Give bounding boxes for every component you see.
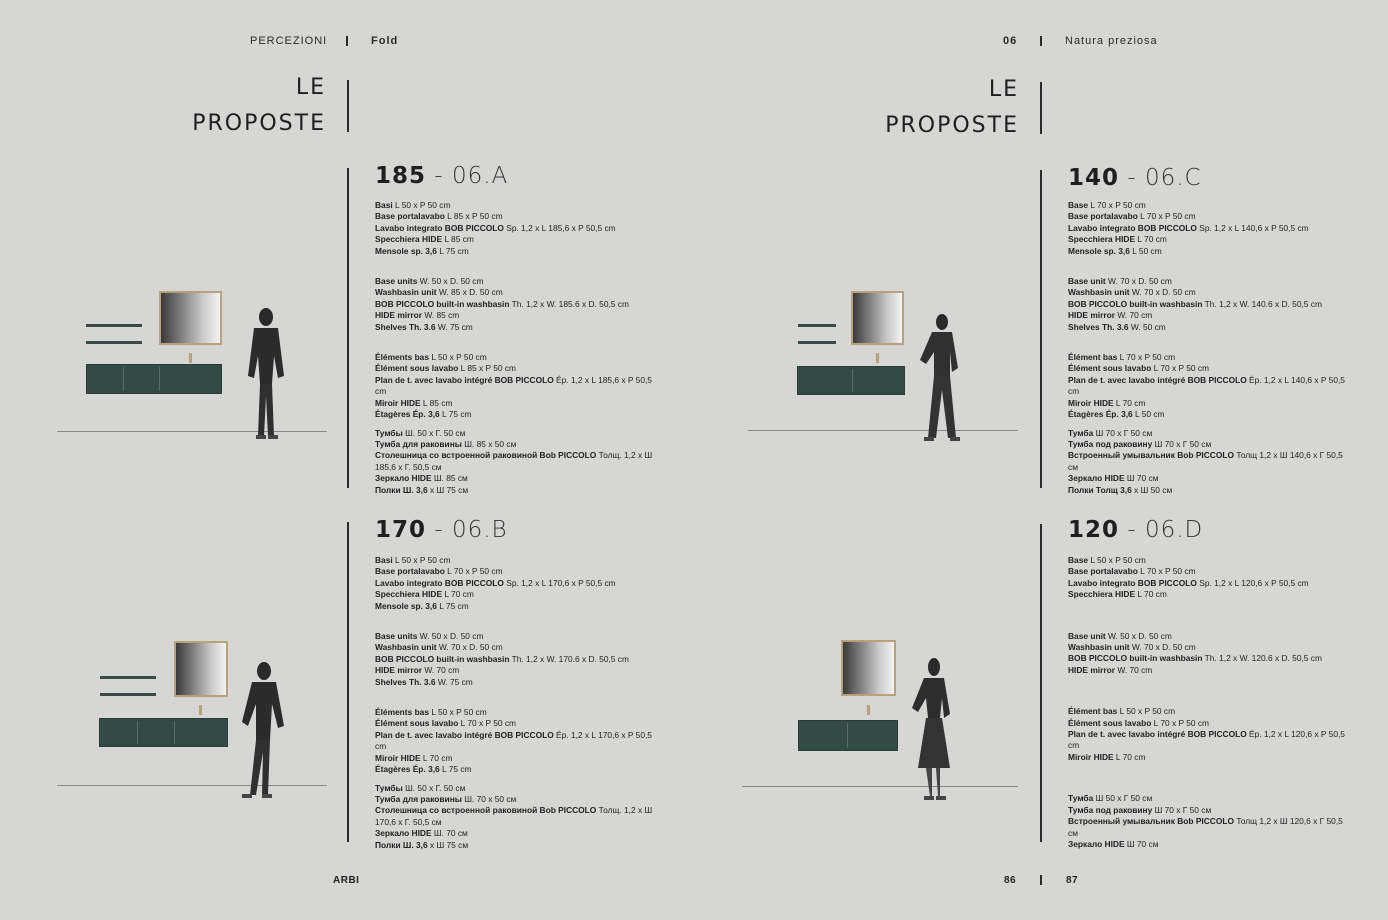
spec-line — [1068, 642, 1353, 653]
spec-value: Ш. 85 см — [431, 473, 468, 484]
spec-group — [375, 783, 660, 851]
cabinet-icon — [86, 364, 222, 394]
cabinet-icon — [798, 720, 898, 751]
spec-label: Washbasin unit — [1068, 642, 1130, 653]
spec-label: Élément sous lavabo — [375, 363, 459, 374]
spec-line — [1068, 223, 1353, 234]
spec-label: Полки Ш. 3,6 — [375, 484, 428, 495]
floor-line — [748, 430, 1018, 431]
mirror-icon — [174, 641, 228, 697]
spec-line — [375, 246, 660, 257]
spec-value: Ш. 70 см — [431, 828, 468, 839]
proposal-c-spec — [1068, 200, 1353, 496]
spec-label: BOB PICCOLO built-in washbasin — [1068, 653, 1203, 664]
spec-value: L 50 cm — [1132, 409, 1165, 420]
spec-group — [1068, 631, 1353, 677]
mirror-icon — [841, 640, 896, 696]
spec-label: Зеркало HIDE — [1068, 473, 1125, 484]
spec-value: L 70 x P 50 cm — [1137, 211, 1196, 222]
spec-label: Столешница со встроенной раковиной Bob PICCOLO — [375, 805, 597, 816]
spec-label: Mensole sp. 3,6 — [375, 600, 437, 611]
spec-value: L 70 cm — [442, 589, 474, 600]
mirror-icon — [851, 291, 904, 345]
spec-value: L 70 x P 50 cm — [1151, 363, 1210, 374]
page-title-right — [853, 72, 1019, 144]
spec-label: Étagères Ép. 3,6 — [375, 764, 440, 775]
spec-label: BOB PICCOLO built-in washbasin — [1068, 298, 1203, 309]
proposal-c-divider — [1040, 170, 1042, 488]
spec-label: Washbasin unit — [375, 287, 437, 298]
header-right-number: 06 — [1003, 35, 1018, 47]
spec-line — [1068, 246, 1353, 257]
page-title-line2: PROPOSTE — [192, 111, 326, 136]
spec-label: Miroir HIDE — [375, 752, 421, 763]
spec-line — [1068, 352, 1353, 363]
spec-label: Base portalavabo — [1068, 211, 1138, 222]
spec-value: L 70 x P 50 cm — [1088, 200, 1146, 210]
spec-line — [1068, 409, 1353, 420]
spec-line — [375, 200, 660, 211]
cabinet-icon — [797, 366, 905, 395]
spec-value: L 50 x P 50 cm — [429, 352, 487, 363]
spec-label: Base portalavabo — [1068, 566, 1138, 577]
spec-line — [1068, 310, 1353, 321]
spec-line — [375, 642, 660, 653]
spec-label: Washbasin unit — [1068, 287, 1130, 298]
spec-label: Élément sous lavabo — [1068, 717, 1152, 728]
spec-line — [375, 322, 660, 333]
spec-value: Th. 1,2 x W. 140.6 x D. 50,5 cm — [1202, 298, 1322, 309]
spec-line — [1068, 276, 1353, 287]
spec-label: Plan de t. avec lavabo intégré BOB PICCOLO — [1068, 729, 1247, 740]
spec-value: L 75 cm — [436, 245, 469, 256]
spec-label: Plan de t. avec lavabo intégré BOB PICCOLO — [1068, 374, 1247, 385]
spec-label: Lavabo integrato BOB PICCOLO — [1068, 222, 1197, 233]
spec-line — [1068, 555, 1353, 566]
spec-label: Base units — [375, 631, 418, 642]
spec-label: Specchiera HIDE — [375, 589, 443, 600]
spec-value: Ш 50 х Г 50 см — [1093, 793, 1153, 804]
page-title-line1: LE — [988, 77, 1019, 102]
spec-value: W. 70 x D. 50 cm — [1129, 642, 1196, 653]
spec-value: х Ш 75 см — [427, 839, 469, 850]
spec-line — [1068, 578, 1353, 589]
spec-label: BOB PICCOLO built-in washbasin — [375, 653, 510, 664]
spec-line — [375, 555, 660, 566]
spec-value: Ш. 50 х Г. 50 см — [402, 427, 466, 438]
spec-label: Base unit — [1068, 630, 1106, 641]
spec-value: L 50 x P 50 cm — [1117, 706, 1176, 717]
person-figure-icon — [240, 306, 292, 446]
spec-group — [1068, 428, 1353, 496]
spec-label: Specchiera HIDE — [1068, 234, 1136, 245]
spec-line — [1068, 363, 1353, 374]
spec-value: Ép. 1,2 x L 185,6 x P 50,5 cm — [375, 374, 652, 397]
spec-label: BOB PICCOLO built-in washbasin — [375, 298, 510, 309]
spec-label: Lavabo integrato BOB PICCOLO — [1068, 577, 1197, 588]
header-left-section: PERCEZIONI — [250, 35, 328, 47]
spec-value: W. 75 cm — [435, 321, 473, 332]
spec-label: Тумбы — [375, 427, 403, 438]
spec-line — [1068, 665, 1353, 676]
proposal-b-code: 170 - 06.B — [375, 517, 508, 543]
spec-line — [375, 828, 660, 839]
spec-value: W. 50 x D. 50 cm — [417, 631, 484, 642]
spec-group — [375, 276, 660, 333]
spec-line — [1068, 805, 1353, 816]
page-title-line1: LE — [295, 75, 326, 100]
spec-line — [1068, 322, 1353, 333]
header-left-collection: Fold — [371, 35, 399, 47]
spec-value: W. 70 x D. 50 cm — [1129, 287, 1196, 298]
spec-value: L 70 cm — [1113, 751, 1146, 762]
spec-line — [375, 707, 660, 718]
spec-label: Shelves Th. 3.6 — [375, 321, 436, 332]
spec-label: Lavabo integrato BOB PICCOLO — [375, 577, 504, 588]
spec-label: Зеркало HIDE — [375, 473, 432, 484]
spec-label: Élément sous lavabo — [1068, 363, 1152, 374]
spec-value: Th. 1,2 x W. 185.6 x D. 50,5 cm — [509, 298, 629, 309]
spec-value: Толщ. 1,2 х Ш 170,6 х Г. 50,5 см — [375, 805, 653, 827]
spec-line — [1068, 287, 1353, 298]
footer-brand: ARBI — [333, 875, 360, 886]
spec-group — [1068, 793, 1353, 850]
spec-label: Столешница со встроенной раковиной Bob PICCOLO — [375, 450, 597, 461]
spec-line — [375, 450, 660, 473]
spec-label: Base — [1068, 555, 1089, 565]
spec-value: L 50 x P 50 cm — [1088, 555, 1146, 565]
spec-value: L 70 x P 50 cm — [444, 566, 503, 577]
title-right-divider — [1040, 82, 1042, 134]
spec-group — [1068, 706, 1353, 763]
spec-label: Miroir HIDE — [1068, 751, 1114, 762]
spec-line — [1068, 589, 1353, 600]
spec-line — [1068, 729, 1353, 752]
spec-value: Sp. 1,2 x L 120,6 x P 50,5 cm — [1196, 577, 1309, 588]
spec-value: Ш 70 см — [1124, 838, 1159, 849]
spec-line — [1068, 653, 1353, 664]
mirror-icon — [159, 291, 222, 345]
spec-label: Mensole sp. 3,6 — [375, 245, 437, 256]
spec-line — [375, 439, 660, 450]
spec-line — [375, 276, 660, 287]
spec-line — [375, 299, 660, 310]
spec-label: Base portalavabo — [375, 566, 445, 577]
spec-line — [1068, 816, 1353, 839]
person-figure-icon — [230, 660, 290, 800]
spec-label: Shelves Th. 3.6 — [375, 676, 436, 687]
spec-line — [375, 730, 660, 753]
proposal-b-spec — [375, 555, 660, 851]
tap-icon — [876, 353, 879, 363]
spec-label: HIDE mirror — [375, 310, 423, 321]
page-title-line2: PROPOSTE — [885, 113, 1019, 138]
tap-icon — [199, 705, 202, 715]
spec-label: Mensole sp. 3,6 — [1068, 245, 1130, 256]
spec-line — [1068, 428, 1353, 439]
shelf-icon — [100, 676, 156, 679]
tap-icon — [867, 705, 870, 715]
spec-line — [375, 718, 660, 729]
spec-value: Ш 70 х Г 50 см — [1093, 427, 1153, 438]
spec-line — [1068, 211, 1353, 222]
spec-value: W. 70 x D. 50 cm — [1105, 276, 1172, 287]
spec-value: L 70 x P 50 cm — [1151, 717, 1210, 728]
spec-label: Plan de t. avec lavabo intégré BOB PICCOLO — [375, 729, 554, 740]
spec-value: Sp. 1,2 x L 185,6 x P 50,5 cm — [503, 222, 616, 233]
spec-label: Lavabo integrato BOB PICCOLO — [375, 222, 504, 233]
spec-label: Base portalavabo — [375, 211, 445, 222]
spec-value: х Ш 50 см — [1131, 484, 1173, 495]
spec-line — [375, 764, 660, 775]
spec-label: HIDE mirror — [1068, 664, 1116, 675]
footer-divider — [1040, 875, 1042, 885]
spec-value: Sp. 1,2 x L 170,6 x P 50,5 cm — [503, 577, 616, 588]
spec-label: Basi — [375, 200, 393, 210]
spec-line — [375, 794, 660, 805]
spec-label: Встроенный умывальник Bob PICCOLO — [1068, 450, 1234, 461]
spec-value: Ш 70 х Г 50 см — [1152, 438, 1212, 449]
spec-label: Élément bas — [1068, 706, 1118, 717]
spec-value: L 70 cm — [1135, 589, 1167, 600]
header-right-divider — [1040, 36, 1042, 46]
proposal-a-divider — [347, 168, 349, 488]
spec-line — [375, 589, 660, 600]
proposal-d-code: 120 - 06.D — [1068, 517, 1204, 543]
person-figure-icon — [904, 656, 958, 806]
spec-line — [375, 485, 660, 496]
spec-label: Basi — [375, 555, 393, 565]
page-title-left — [160, 70, 326, 142]
spec-value: Ш. 50 х Г. 50 см — [402, 782, 466, 793]
spec-label: Plan de t. avec lavabo intégré BOB PICCOLO — [375, 374, 554, 385]
spec-value: Ép. 1,2 x L 170,6 x P 50,5 cm — [375, 729, 652, 752]
spec-value: L 75 cm — [439, 764, 472, 775]
spec-value: Толщ 1,2 х Ш 120,6 х Г 50,5 см — [1068, 816, 1343, 838]
spec-line — [1068, 718, 1353, 729]
spec-line — [1068, 375, 1353, 398]
proposal-a-spec — [375, 200, 660, 496]
spec-value: Толщ 1,2 х Ш 140,6 х Г 50,5 см — [1068, 450, 1343, 472]
spec-line — [375, 566, 660, 577]
spec-line — [1068, 752, 1353, 763]
footer-page-left: 86 — [1004, 875, 1017, 886]
spec-line — [375, 409, 660, 420]
spec-value: L 85 x P 50 cm — [444, 211, 503, 222]
spec-label: Тумба — [1068, 793, 1094, 804]
proposal-d-divider — [1040, 524, 1042, 842]
spec-group — [375, 631, 660, 688]
spec-value: W. 70 cm — [1115, 664, 1153, 675]
spec-label: Base units — [375, 276, 418, 287]
spec-label: Тумба — [1068, 427, 1094, 438]
spec-line — [1068, 439, 1353, 450]
shelf-icon — [86, 324, 142, 327]
spec-line — [1068, 706, 1353, 717]
spec-value: L 85 cm — [442, 234, 474, 245]
spec-value: Ép. 1,2 x L 140,6 x P 50,5 cm — [1068, 374, 1345, 397]
spec-group — [1068, 200, 1353, 257]
shelf-icon — [100, 693, 156, 696]
spec-group — [1068, 352, 1353, 420]
spec-value: Толщ. 1,2 х Ш 185,6 х Г. 50,5 см — [375, 450, 653, 472]
spec-value: L 85 cm — [420, 397, 453, 408]
spec-label: Éléments bas — [375, 352, 429, 363]
spec-line — [375, 578, 660, 589]
spec-value: Ш 70 х Г 50 см — [1152, 804, 1212, 815]
spec-value: L 70 cm — [420, 752, 453, 763]
spec-line — [375, 677, 660, 688]
proposal-a-code: 185 - 06.A — [375, 163, 509, 189]
spec-label: Зеркало HIDE — [1068, 838, 1125, 849]
spec-value: W. 75 cm — [435, 676, 473, 687]
spec-label: Тумба под раковину — [1068, 438, 1153, 449]
spec-label: Élément bas — [1068, 352, 1118, 363]
shelf-icon — [798, 341, 836, 344]
spec-label: Base — [1068, 200, 1089, 210]
spec-value: L 50 x P 50 cm — [429, 707, 487, 718]
spec-group — [1068, 276, 1353, 333]
spec-value: х Ш 75 см — [427, 484, 469, 495]
spec-label: Полки Толщ 3,6 — [1068, 484, 1132, 495]
spec-label: Base unit — [1068, 276, 1106, 287]
spec-line — [375, 654, 660, 665]
spec-line — [375, 840, 660, 851]
spec-value: Ш 70 см — [1124, 473, 1159, 484]
spec-label: Étagères Ép. 3,6 — [1068, 409, 1133, 420]
spec-line — [375, 352, 660, 363]
spec-value: W. 50 cm — [1128, 321, 1166, 332]
spec-label: HIDE mirror — [1068, 310, 1116, 321]
spec-line — [1068, 631, 1353, 642]
spec-label: Shelves Th. 3.6 — [1068, 321, 1129, 332]
footer-page-right: 87 — [1066, 875, 1079, 886]
spec-value: L 75 cm — [436, 600, 469, 611]
spec-line — [1068, 793, 1353, 804]
proposal-b-divider — [347, 522, 349, 842]
spec-value: W. 70 x D. 50 cm — [436, 642, 503, 653]
spec-line — [375, 211, 660, 222]
header-left-divider — [346, 36, 348, 46]
spec-value: W. 85 cm — [422, 310, 460, 321]
spec-label: Полки Ш. 3,6 — [375, 839, 428, 850]
spec-label: Тумба для раковины — [375, 438, 462, 449]
spec-line — [1068, 234, 1353, 245]
spec-line — [375, 375, 660, 398]
spec-value: Sp. 1,2 x L 140,6 x P 50,5 cm — [1196, 222, 1309, 233]
spec-line — [1068, 299, 1353, 310]
spec-value: Ш. 70 х 50 см — [461, 793, 517, 804]
spec-value: W. 85 x D. 50 cm — [436, 287, 503, 298]
spec-value: L 70 cm — [1113, 397, 1146, 408]
spec-label: Éléments bas — [375, 707, 429, 718]
spec-group — [375, 200, 660, 257]
spec-line — [375, 363, 660, 374]
spec-group — [375, 707, 660, 775]
spec-line — [375, 805, 660, 828]
spec-value: L 50 x P 50 cm — [392, 200, 451, 210]
spec-value: L 70 x P 50 cm — [458, 718, 517, 729]
header-right-section: Natura preziosa — [1065, 35, 1158, 47]
tap-icon — [189, 353, 192, 363]
title-left-divider — [347, 80, 349, 132]
spec-line — [375, 398, 660, 409]
spec-label: Встроенный умывальник Bob PICCOLO — [1068, 816, 1234, 827]
spec-line — [1068, 398, 1353, 409]
spec-line — [1068, 839, 1353, 850]
spec-line — [375, 310, 660, 321]
spec-value: L 70 x P 50 cm — [1137, 566, 1196, 577]
spec-line — [375, 601, 660, 612]
spec-value: L 50 cm — [1129, 245, 1162, 256]
spec-label: Étagères Ép. 3,6 — [375, 409, 440, 420]
spec-group — [1068, 555, 1353, 601]
spec-line — [375, 753, 660, 764]
proposal-c-code: 140 - 06.C — [1068, 165, 1202, 191]
spec-label: Washbasin unit — [375, 642, 437, 653]
spec-label: Зеркало HIDE — [375, 828, 432, 839]
spec-line — [1068, 450, 1353, 473]
spec-value: L 70 x P 50 cm — [1117, 352, 1176, 363]
spec-line — [375, 428, 660, 439]
cabinet-icon — [99, 718, 228, 747]
shelf-icon — [86, 341, 142, 344]
shelf-icon — [798, 324, 836, 327]
spec-value: Th. 1,2 x W. 170.6 x D. 50,5 cm — [509, 653, 629, 664]
spec-value: Ш. 85 х 50 см — [461, 438, 517, 449]
spec-value: L 70 cm — [1135, 234, 1167, 245]
spec-line — [1068, 485, 1353, 496]
spec-value: L 75 cm — [439, 409, 472, 420]
spec-line — [1068, 566, 1353, 577]
spec-label: Specchiera HIDE — [375, 234, 443, 245]
spec-value: W. 70 cm — [422, 665, 460, 676]
spec-value: Th. 1,2 x W. 120.6 x D. 50,5 cm — [1202, 653, 1322, 664]
spec-label: Specchiera HIDE — [1068, 589, 1136, 600]
spec-line — [375, 631, 660, 642]
spec-value: W. 50 x D. 50 cm — [1105, 630, 1172, 641]
spec-line — [1068, 473, 1353, 484]
spec-line — [375, 234, 660, 245]
spec-value: W. 50 x D. 50 cm — [417, 276, 484, 287]
spec-group — [375, 352, 660, 420]
spec-value: L 85 x P 50 cm — [458, 363, 517, 374]
floor-line — [742, 786, 1018, 787]
spec-line — [1068, 200, 1353, 211]
proposal-d-spec — [1068, 555, 1353, 850]
spec-value: W. 70 cm — [1115, 310, 1153, 321]
spec-label: Élément sous lavabo — [375, 718, 459, 729]
person-figure-icon — [912, 312, 970, 446]
spec-line — [375, 665, 660, 676]
spec-line — [375, 473, 660, 484]
spec-label: Miroir HIDE — [1068, 397, 1114, 408]
spec-label: Miroir HIDE — [375, 397, 421, 408]
spec-value: L 50 x P 50 cm — [392, 555, 451, 565]
spec-value: Ép. 1,2 x L 120,6 x P 50,5 cm — [1068, 729, 1345, 751]
spec-line — [375, 783, 660, 794]
spec-group — [375, 428, 660, 496]
spec-line — [375, 287, 660, 298]
spec-label: Тумба для раковины — [375, 793, 462, 804]
spec-line — [375, 223, 660, 234]
spec-label: Тумба под раковину — [1068, 804, 1153, 815]
spec-group — [375, 555, 660, 612]
spec-label: Тумбы — [375, 782, 403, 793]
spec-label: HIDE mirror — [375, 665, 423, 676]
